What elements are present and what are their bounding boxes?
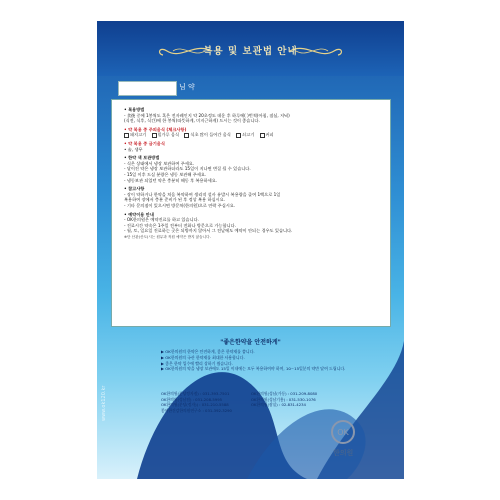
checkbox[interactable] — [236, 133, 241, 138]
slogan: "좋은한약을 안전하게" — [220, 339, 281, 346]
checkbox[interactable] — [260, 133, 265, 138]
avoid-items — [124, 132, 384, 138]
contact-row: 좋아한건강한의원연구소 : 031-392-3290 — [161, 407, 232, 413]
reserve-line: - 진료시간 약속은 1주일 전부터 전화나 방문으로 가능합니다. — [124, 222, 236, 228]
checkbox[interactable] — [124, 133, 129, 138]
caution-title: • 참고사항 — [124, 186, 145, 192]
forbid-section: • 약 복용 중 금기음식 — [124, 140, 165, 146]
clinic-logo-text: 한의원 — [333, 449, 354, 457]
website-url[interactable]: www.ok120.kr — [101, 385, 107, 421]
avoid-item: 돼지고기 — [130, 132, 147, 138]
storage-line: - 15일 이후 드실 분량은 냉동 보관해 주세요. — [124, 171, 207, 177]
storage-line: - 달이진 약은 냉장 보관하더라도 15일이 지나면 변질 될 수 있습니다. — [124, 166, 251, 172]
avoid-note: (체크사항) — [166, 126, 187, 132]
reserve-note: ※단 산관(산도)시는 원무과 직원 예약은 받지 않습니다. — [124, 234, 211, 239]
bullet-item: ▶ OK한의원의 약을 냉장 보관에도 15일 이내에는 모두 복용하여야 하며, 10~15일분의 약만 달여 드립니다. — [161, 366, 346, 372]
avoid-item: 커피 — [265, 132, 274, 138]
checkbox[interactable] — [184, 133, 189, 138]
caution-line: - 장이 약하거나 한약을 처음 복약하여 생리적 설사 유발시 복용량을 줄여 1백으로 1일 — [124, 191, 281, 197]
page-title: 복용 및 보관법 안내 — [203, 46, 298, 57]
avoid-item: 식초 많이 들어간 음식 — [190, 132, 231, 138]
forbid-title: 약 복용 중 금기음식 — [128, 140, 165, 146]
avoid-item: 쇠고기 — [242, 132, 255, 138]
caution-line: 복용하여 장에서 충분 준비가 된 후 정상 복용 하십시요. — [124, 197, 225, 203]
checkbox[interactable] — [152, 133, 157, 138]
clinic-logo-icon — [330, 419, 356, 445]
patient-name-suffix: 님 약 — [179, 83, 195, 91]
guide-sheet — [97, 21, 404, 479]
method-title: • 복용방법 — [124, 107, 145, 112]
avoid-title: 약 복용 중 주의음식 — [128, 126, 165, 132]
caution-line: - 기타 문의점이 있으시면 방문처(한의원)으로 연락 주십시요. — [124, 202, 236, 208]
avoid-section: • 약 복용 중 주의음식 (체크사항) — [124, 126, 187, 132]
forbid-line: • 술, 생무 — [124, 146, 143, 152]
contact-row: OK한의원(분당(정자)) : 031-210-5588 OK한의원(잠실) : 02-831-4234 — [161, 402, 306, 407]
contact-list — [161, 391, 341, 413]
contact-row: OK한의원(분당정자점) : 031-393-7501 OK한의원(성남(가동) : 031-209-8080 — [161, 391, 318, 396]
avoid-item: 밀가루 음식 — [157, 132, 180, 138]
clinic-bullets — [161, 349, 345, 372]
bullet-item: ▶ OK한의원의 한약은 안전하게, 좋은 한약재를 씁니다. — [161, 349, 255, 354]
storage-line: - 냉동보관 되었던 약은 충분히 해동 후 복용하세요. — [124, 177, 218, 183]
svg-text:OK: OK — [337, 428, 349, 437]
reserve-line: - OK한의원은 예약진료를 하고 있습니다. — [124, 217, 199, 223]
reserve-title: • 예약이용 안내 — [124, 211, 154, 217]
bullet-item: ▶ 좋은 한약 입수에 빨리 상하기 쉽습니다. — [161, 360, 233, 366]
method-line: - 食後 중에 1봉씩도 혹은 전자레인지 약 20초정도 데운 후 하루에( )번씩(아침, 점심, 저녁) — [124, 112, 290, 118]
patient-name-field[interactable] — [118, 81, 177, 96]
bullet-item: ▶ OK한의원의 국산 한약재를 최대한 사용합니다. — [161, 354, 245, 360]
storage-title: • 한약 색 보관방법 — [124, 155, 160, 161]
reserve-line: - 월, 토, 일요일 진료하는 곳은 되방까지 않아서 그 전날에도 예약이 안되는 경우도 있습니다. — [124, 228, 293, 234]
instructions-panel — [111, 99, 391, 327]
contact-row: OK한의원(성남점) : 031-208-5995 OK한의원(성남기흥) : 031-530-1076 — [161, 396, 316, 402]
storage-line: - 식은 상태에서 냉장 보관하여 주세요. — [124, 160, 195, 166]
method-line: (식전, 식후, 식간)에 한 봉씩(따뜻하게, 미지근하게) 드시는 것이 좋습니다. — [124, 118, 260, 124]
